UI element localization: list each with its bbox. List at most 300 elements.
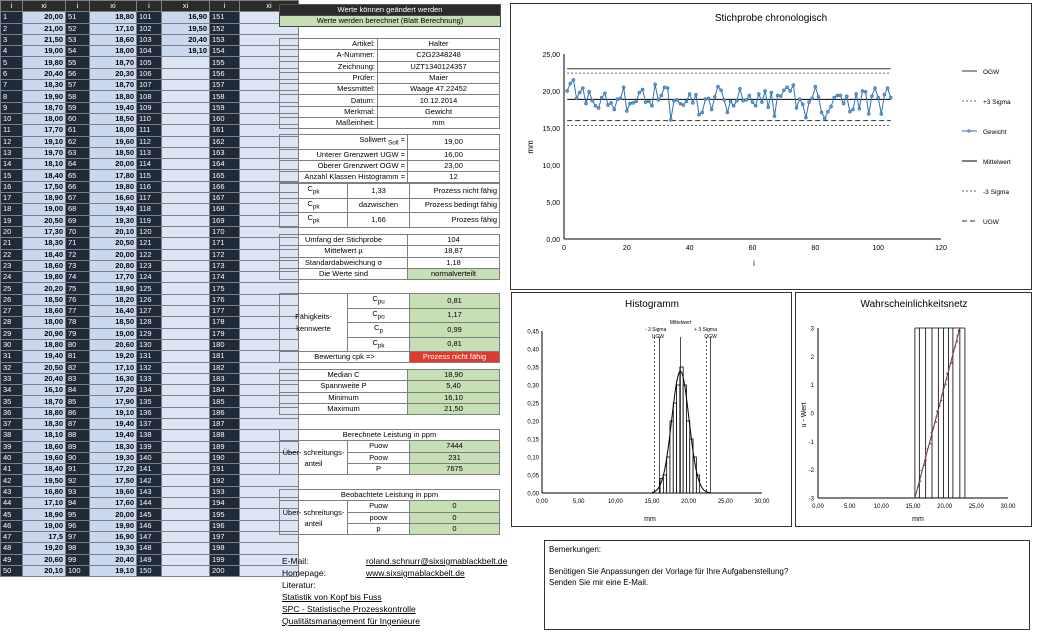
data-point — [883, 93, 886, 96]
value-cell[interactable]: 18,90 — [23, 193, 66, 204]
value-cell[interactable]: 18,70 — [23, 396, 66, 407]
info-row — [280, 61, 500, 72]
value-cell[interactable] — [162, 486, 210, 497]
x-tick-label: 100 — [872, 245, 885, 252]
value-cell[interactable]: 20,10 — [90, 226, 137, 237]
value-cell[interactable] — [162, 113, 210, 124]
limit-value-classes[interactable]: 12 — [408, 172, 500, 183]
annotation-label: + 3 Sigma — [694, 327, 717, 333]
value-cell[interactable] — [162, 554, 210, 565]
data-point — [867, 112, 870, 115]
x-tick-label: 25,00 — [968, 504, 984, 510]
index-cell: 179 — [210, 328, 240, 339]
value-cell[interactable] — [162, 464, 210, 475]
stat-label: Spannweite P — [280, 381, 408, 392]
value-cell[interactable]: 18,10 — [23, 159, 66, 170]
info-value[interactable]: Halter — [378, 39, 500, 50]
x-tick-label: 15,00 — [644, 499, 660, 505]
value-cell[interactable]: 19,10 — [23, 136, 66, 147]
value-cell[interactable]: 18,50 — [90, 147, 137, 158]
x-tick-label: 0,00 — [812, 504, 824, 510]
table-row — [1, 159, 299, 170]
obs-ppm-table — [279, 489, 500, 535]
y-tick-label: 0,00 — [546, 237, 560, 244]
value-cell[interactable] — [162, 238, 210, 249]
value-cell[interactable] — [240, 475, 299, 486]
data-point — [732, 104, 735, 107]
value-cell[interactable]: 16,80 — [23, 486, 66, 497]
value-cell[interactable] — [162, 520, 210, 531]
index-cell: 168 — [210, 204, 240, 215]
ppm-value: 0 — [410, 523, 500, 534]
value-cell[interactable]: 20,00 — [90, 509, 137, 520]
index-cell: 163 — [210, 147, 240, 158]
index-cell: 66 — [66, 181, 90, 192]
index-cell: 37 — [1, 418, 23, 429]
value-cell[interactable]: 17,10 — [90, 362, 137, 373]
value-cell[interactable]: 19,90 — [90, 520, 137, 531]
value-cell[interactable] — [162, 102, 210, 113]
value-cell[interactable]: 17,50 — [23, 181, 66, 192]
literature-link[interactable]: Qualitätsmanagement für Ingenieure — [282, 616, 420, 626]
value-cell[interactable]: 19,10 — [90, 407, 137, 418]
value-cell[interactable] — [162, 68, 210, 79]
probability-point — [920, 480, 922, 482]
info-value[interactable]: Gewicht — [378, 106, 500, 117]
value-cell[interactable]: 18,00 — [90, 125, 137, 136]
index-cell: 166 — [210, 181, 240, 192]
value-cell[interactable] — [162, 57, 210, 68]
value-cell[interactable]: 20,20 — [23, 283, 66, 294]
value-cell[interactable]: 18,00 — [23, 113, 66, 124]
value-cell[interactable]: 18,00 — [90, 46, 137, 57]
index-cell: 127 — [137, 306, 162, 317]
value-cell[interactable] — [162, 181, 210, 192]
value-cell[interactable]: 19,50 — [162, 23, 210, 34]
value-cell[interactable] — [162, 215, 210, 226]
index-cell: 32 — [1, 362, 23, 373]
index-cell: 6 — [1, 68, 23, 79]
data-point — [597, 106, 600, 109]
value-cell[interactable] — [162, 452, 210, 463]
data-point — [804, 116, 807, 119]
value-cell[interactable] — [162, 475, 210, 486]
value-cell[interactable] — [162, 125, 210, 136]
index-cell: 104 — [137, 46, 162, 57]
value-cell[interactable]: 19,40 — [90, 102, 137, 113]
value-cell[interactable]: 17,20 — [90, 464, 137, 475]
literature-link[interactable]: SPC - Statistische Prozesskontrolle — [282, 604, 416, 614]
index-cell: 88 — [66, 430, 90, 441]
table-row — [1, 554, 299, 565]
annotation-label: Mittelwert — [669, 320, 692, 326]
value-cell[interactable]: 18,40 — [23, 464, 66, 475]
value-cell[interactable]: 18,30 — [23, 418, 66, 429]
data-point — [635, 100, 638, 103]
value-cell[interactable]: 20,40 — [23, 68, 66, 79]
sample-value: 1,18 — [408, 257, 500, 268]
value-cell[interactable]: 20,90 — [23, 328, 66, 339]
index-cell: 114 — [137, 159, 162, 170]
value-cell[interactable]: 19,40 — [90, 430, 137, 441]
data-point — [820, 111, 823, 114]
value-cell[interactable]: 18,70 — [23, 102, 66, 113]
literature-link[interactable]: Statistik von Kopf bis Fuss — [282, 592, 382, 602]
probability-point — [927, 448, 929, 450]
probability-point — [951, 362, 953, 364]
value-cell[interactable]: 19,80 — [23, 57, 66, 68]
value-cell[interactable] — [162, 306, 210, 317]
histogram-bar — [667, 457, 670, 493]
index-cell: 35 — [1, 396, 23, 407]
value-cell[interactable] — [162, 294, 210, 305]
data-point — [660, 94, 663, 97]
value-cell[interactable]: 18,30 — [23, 238, 66, 249]
value-cell[interactable]: 18,00 — [23, 317, 66, 328]
value-cell[interactable] — [162, 339, 210, 350]
data-point — [889, 96, 892, 99]
info-value[interactable]: 10.12.2014 — [378, 95, 500, 106]
index-cell: 119 — [137, 215, 162, 226]
index-cell: 115 — [137, 170, 162, 181]
index-cell: 95 — [66, 509, 90, 520]
value-cell[interactable]: 18,60 — [23, 441, 66, 452]
value-cell[interactable]: 20,40 — [23, 373, 66, 384]
data-point — [628, 102, 631, 105]
index-cell: 62 — [66, 136, 90, 147]
value-cell[interactable]: 20,40 — [90, 554, 137, 565]
info-row — [280, 84, 500, 95]
value-cell[interactable]: 17,10 — [23, 498, 66, 509]
value-cell[interactable] — [162, 193, 210, 204]
value-cell[interactable]: 16,90 — [162, 12, 210, 23]
value-cell[interactable] — [162, 226, 210, 237]
value-cell[interactable] — [162, 147, 210, 158]
x-axis-label: mm — [644, 516, 656, 523]
value-cell[interactable] — [162, 509, 210, 520]
value-cell[interactable] — [162, 283, 210, 294]
value-cell[interactable] — [162, 260, 210, 271]
value-cell[interactable] — [162, 136, 210, 147]
value-cell[interactable]: 19,20 — [90, 351, 137, 362]
sample-label: Mittelwert µ — [280, 246, 408, 257]
limit-value-ogw[interactable]: 23,00 — [408, 160, 500, 171]
value-cell[interactable]: 18,60 — [23, 260, 66, 271]
value-cell[interactable]: 17,5 — [23, 531, 66, 542]
value-cell[interactable] — [162, 170, 210, 181]
probability-point — [956, 340, 958, 342]
value-cell[interactable]: 20,40 — [162, 34, 210, 45]
x-tick-label: 30,00 — [1000, 504, 1016, 510]
value-cell[interactable]: 18,90 — [23, 509, 66, 520]
value-cell[interactable]: 19,30 — [90, 543, 137, 554]
value-cell[interactable]: 19,60 — [90, 486, 137, 497]
value-cell[interactable]: 18,20 — [90, 294, 137, 305]
data-point — [685, 100, 688, 103]
table-row — [1, 407, 299, 418]
value-cell[interactable]: 19,80 — [90, 181, 137, 192]
index-cell: 68 — [66, 204, 90, 215]
value-cell[interactable] — [162, 272, 210, 283]
x-tick-label: 0 — [562, 245, 566, 252]
index-cell: 187 — [210, 418, 240, 429]
value-cell[interactable]: 19,00 — [23, 46, 66, 57]
index-cell: 167 — [210, 193, 240, 204]
index-cell: 118 — [137, 204, 162, 215]
table-row — [1, 147, 299, 158]
info-row — [280, 106, 500, 117]
criteria-value: 1,66 — [348, 213, 410, 228]
limit-value-ugw[interactable]: 16,00 — [408, 149, 500, 160]
index-cell: 39 — [1, 441, 23, 452]
value-cell[interactable]: 19,20 — [23, 543, 66, 554]
data-point — [763, 89, 766, 92]
value-cell[interactable] — [162, 249, 210, 260]
value-cell[interactable]: 18,70 — [90, 80, 137, 91]
info-value[interactable]: UZT1340124357 — [378, 61, 500, 72]
table-row — [1, 283, 299, 294]
table-row — [1, 317, 299, 328]
value-cell[interactable] — [162, 418, 210, 429]
value-cell[interactable]: 16,60 — [90, 193, 137, 204]
limit-value-soll[interactable]: 19,00 — [408, 135, 500, 150]
value-cell[interactable] — [162, 531, 210, 542]
data-point — [594, 104, 597, 107]
value-cell[interactable]: 16,10 — [23, 385, 66, 396]
histogram-bar — [683, 385, 686, 493]
index-cell: 85 — [66, 396, 90, 407]
data-point — [751, 101, 754, 104]
probability-point — [930, 437, 932, 439]
sample-label: Standardabweichung σ — [280, 257, 408, 268]
value-cell[interactable]: 21,00 — [23, 23, 66, 34]
value-cell[interactable]: 19,40 — [90, 204, 137, 215]
index-cell: 25 — [1, 283, 23, 294]
value-cell[interactable]: 19,90 — [23, 91, 66, 102]
table-row — [1, 385, 299, 396]
value-cell[interactable]: 16,30 — [90, 373, 137, 384]
index-cell: 29 — [1, 328, 23, 339]
value-cell[interactable]: 19,00 — [23, 204, 66, 215]
table-row — [1, 531, 299, 542]
index-cell: 199 — [210, 554, 240, 565]
value-cell[interactable]: 19,00 — [90, 328, 137, 339]
value-cell[interactable]: 18,80 — [23, 407, 66, 418]
index-cell: 99 — [66, 554, 90, 565]
table-row — [1, 193, 299, 204]
index-cell: 155 — [210, 57, 240, 68]
value-cell[interactable]: 20,00 — [23, 12, 66, 23]
value-cell[interactable]: 17,60 — [90, 498, 137, 509]
value-cell[interactable]: 19,00 — [23, 520, 66, 531]
probability-point — [945, 383, 947, 385]
index-cell: 54 — [66, 46, 90, 57]
index-cell: 106 — [137, 68, 162, 79]
value-cell[interactable]: 19,40 — [23, 351, 66, 362]
index-cell: 191 — [210, 464, 240, 475]
value-cell[interactable]: 18,40 — [23, 170, 66, 181]
index-cell: 56 — [66, 68, 90, 79]
index-cell: 96 — [66, 520, 90, 531]
ppm-value: 7444 — [410, 441, 500, 452]
value-cell[interactable]: 18,80 — [23, 339, 66, 350]
value-cell[interactable]: 17,50 — [90, 475, 137, 486]
info-value[interactable]: C2G2348248 — [378, 50, 500, 61]
y-tick-label: 2 — [810, 354, 814, 361]
value-cell[interactable]: 19,60 — [23, 452, 66, 463]
value-cell[interactable]: 20,00 — [90, 159, 137, 170]
homepage-link[interactable]: www.sixsigmablackbelt.de — [366, 568, 465, 578]
info-label: Prüfer: — [280, 72, 378, 83]
value-cell[interactable]: 18,90 — [90, 283, 137, 294]
value-cell[interactable]: 19,60 — [90, 136, 137, 147]
value-cell[interactable]: 20,60 — [23, 554, 66, 565]
value-cell[interactable]: 19,10 — [162, 46, 210, 57]
value-cell[interactable]: 18,60 — [23, 306, 66, 317]
data-point — [877, 96, 880, 99]
value-cell[interactable]: 17,20 — [90, 385, 137, 396]
index-cell: 47 — [1, 531, 23, 542]
data-point — [719, 89, 722, 92]
value-cell[interactable]: 20,30 — [90, 68, 137, 79]
data-point — [657, 98, 660, 101]
criteria-status: Prozess fähig — [410, 213, 500, 228]
y-tick-label: 0 — [810, 411, 814, 418]
value-cell[interactable] — [162, 328, 210, 339]
value-cell[interactable]: 20,50 — [23, 215, 66, 226]
value-cell[interactable]: 18,30 — [90, 441, 137, 452]
value-cell[interactable] — [162, 407, 210, 418]
value-cell[interactable]: 18,50 — [23, 294, 66, 305]
value-cell[interactable]: 17,90 — [90, 396, 137, 407]
index-cell: 15 — [1, 170, 23, 181]
info-value[interactable]: mm — [378, 118, 500, 129]
value-cell[interactable] — [162, 351, 210, 362]
table-row — [1, 441, 299, 452]
value-cell[interactable] — [162, 362, 210, 373]
value-cell[interactable]: 20,00 — [90, 249, 137, 260]
value-cell[interactable]: 18,50 — [90, 113, 137, 124]
value-cell[interactable] — [162, 543, 210, 554]
legend-label: -3 Sigma — [983, 189, 1010, 196]
value-cell[interactable]: 18,80 — [90, 91, 137, 102]
value-cell[interactable]: 19,10 — [90, 565, 137, 576]
index-cell: 101 — [137, 12, 162, 23]
value-cell[interactable]: 19,80 — [23, 272, 66, 283]
data-point — [625, 109, 628, 112]
info-value[interactable]: Waage 47.22452 — [378, 84, 500, 95]
y-tick-label: 3 — [810, 326, 814, 333]
value-cell[interactable]: 17,70 — [90, 272, 137, 283]
value-cell[interactable]: 18,60 — [90, 34, 137, 45]
index-cell: 146 — [137, 520, 162, 531]
value-cell[interactable] — [162, 396, 210, 407]
table-row — [1, 339, 299, 350]
value-cell[interactable] — [162, 91, 210, 102]
value-cell[interactable]: 18,10 — [23, 430, 66, 441]
index-value: 0,99 — [410, 323, 500, 338]
value-cell[interactable]: 20,50 — [90, 238, 137, 249]
value-cell[interactable] — [162, 498, 210, 509]
data-point — [826, 110, 829, 113]
limit-label-ogw: Oberer Grenzwert OGW = — [280, 160, 408, 171]
value-cell[interactable]: 19,70 — [23, 147, 66, 158]
x-tick-label: 15,00 — [905, 504, 921, 510]
value-cell[interactable]: 20,50 — [23, 362, 66, 373]
value-cell[interactable]: 17,30 — [23, 226, 66, 237]
index-cell: 33 — [1, 373, 23, 384]
email-link[interactable]: roland.schnurr@sixsigmablackbelt.de — [366, 556, 508, 566]
value-cell[interactable]: 18,30 — [23, 80, 66, 91]
value-cell[interactable] — [162, 385, 210, 396]
data-point — [672, 99, 675, 102]
value-cell[interactable]: 21,50 — [23, 34, 66, 45]
value-cell[interactable]: 18,50 — [90, 317, 137, 328]
value-cell[interactable] — [162, 204, 210, 215]
value-cell[interactable] — [162, 430, 210, 441]
value-cell[interactable]: 17,80 — [90, 170, 137, 181]
value-cell[interactable]: 19,50 — [23, 475, 66, 486]
value-cell[interactable]: 16,40 — [90, 306, 137, 317]
index-cell: 40 — [1, 452, 23, 463]
value-cell[interactable] — [162, 80, 210, 91]
value-cell[interactable]: 18,80 — [90, 12, 137, 23]
probability-point — [954, 346, 956, 348]
chart-chronological — [510, 3, 1032, 290]
index-cell: 1 — [1, 12, 23, 23]
capability-index-table — [279, 293, 500, 363]
value-cell[interactable]: 20,80 — [90, 260, 137, 271]
value-cell[interactable]: 20,10 — [23, 565, 66, 576]
remarks-box[interactable] — [544, 540, 1030, 630]
data-point — [654, 83, 657, 86]
data-point — [880, 112, 883, 115]
value-cell[interactable] — [162, 565, 210, 576]
value-cell[interactable]: 19,40 — [90, 418, 137, 429]
index-cell: 64 — [66, 159, 90, 170]
index-symbol: $C_{pu}$ — [348, 294, 410, 309]
value-cell[interactable] — [162, 373, 210, 384]
value-cell[interactable] — [162, 441, 210, 452]
histogram-bar — [673, 403, 676, 493]
value-cell[interactable]: 17,70 — [23, 125, 66, 136]
index-cell: 24 — [1, 272, 23, 283]
index-cell: 43 — [1, 486, 23, 497]
index-cell: 112 — [137, 136, 162, 147]
index-cell: 5 — [1, 57, 23, 68]
chart-title: Stichprobe chronologisch — [714, 13, 828, 24]
data-point — [845, 95, 848, 98]
col-header-i: i — [137, 1, 162, 12]
value-cell[interactable]: 18,40 — [23, 249, 66, 260]
value-cell[interactable]: 18,70 — [90, 57, 137, 68]
homepage-label: Homepage: — [282, 568, 326, 578]
value-cell[interactable]: 19,30 — [90, 215, 137, 226]
value-cell[interactable] — [162, 317, 210, 328]
value-cell[interactable] — [162, 159, 210, 170]
info-row — [280, 95, 500, 106]
info-value[interactable]: Maier — [378, 72, 500, 83]
table-row — [1, 475, 299, 486]
index-cell: 87 — [66, 418, 90, 429]
value-cell[interactable]: 19,30 — [90, 452, 137, 463]
value-cell[interactable]: 20,60 — [90, 339, 137, 350]
value-cell[interactable]: 17,10 — [90, 23, 137, 34]
data-point — [773, 115, 776, 118]
value-cell[interactable] — [240, 543, 299, 554]
value-cell[interactable]: 16,90 — [90, 531, 137, 542]
data-point — [622, 86, 625, 89]
